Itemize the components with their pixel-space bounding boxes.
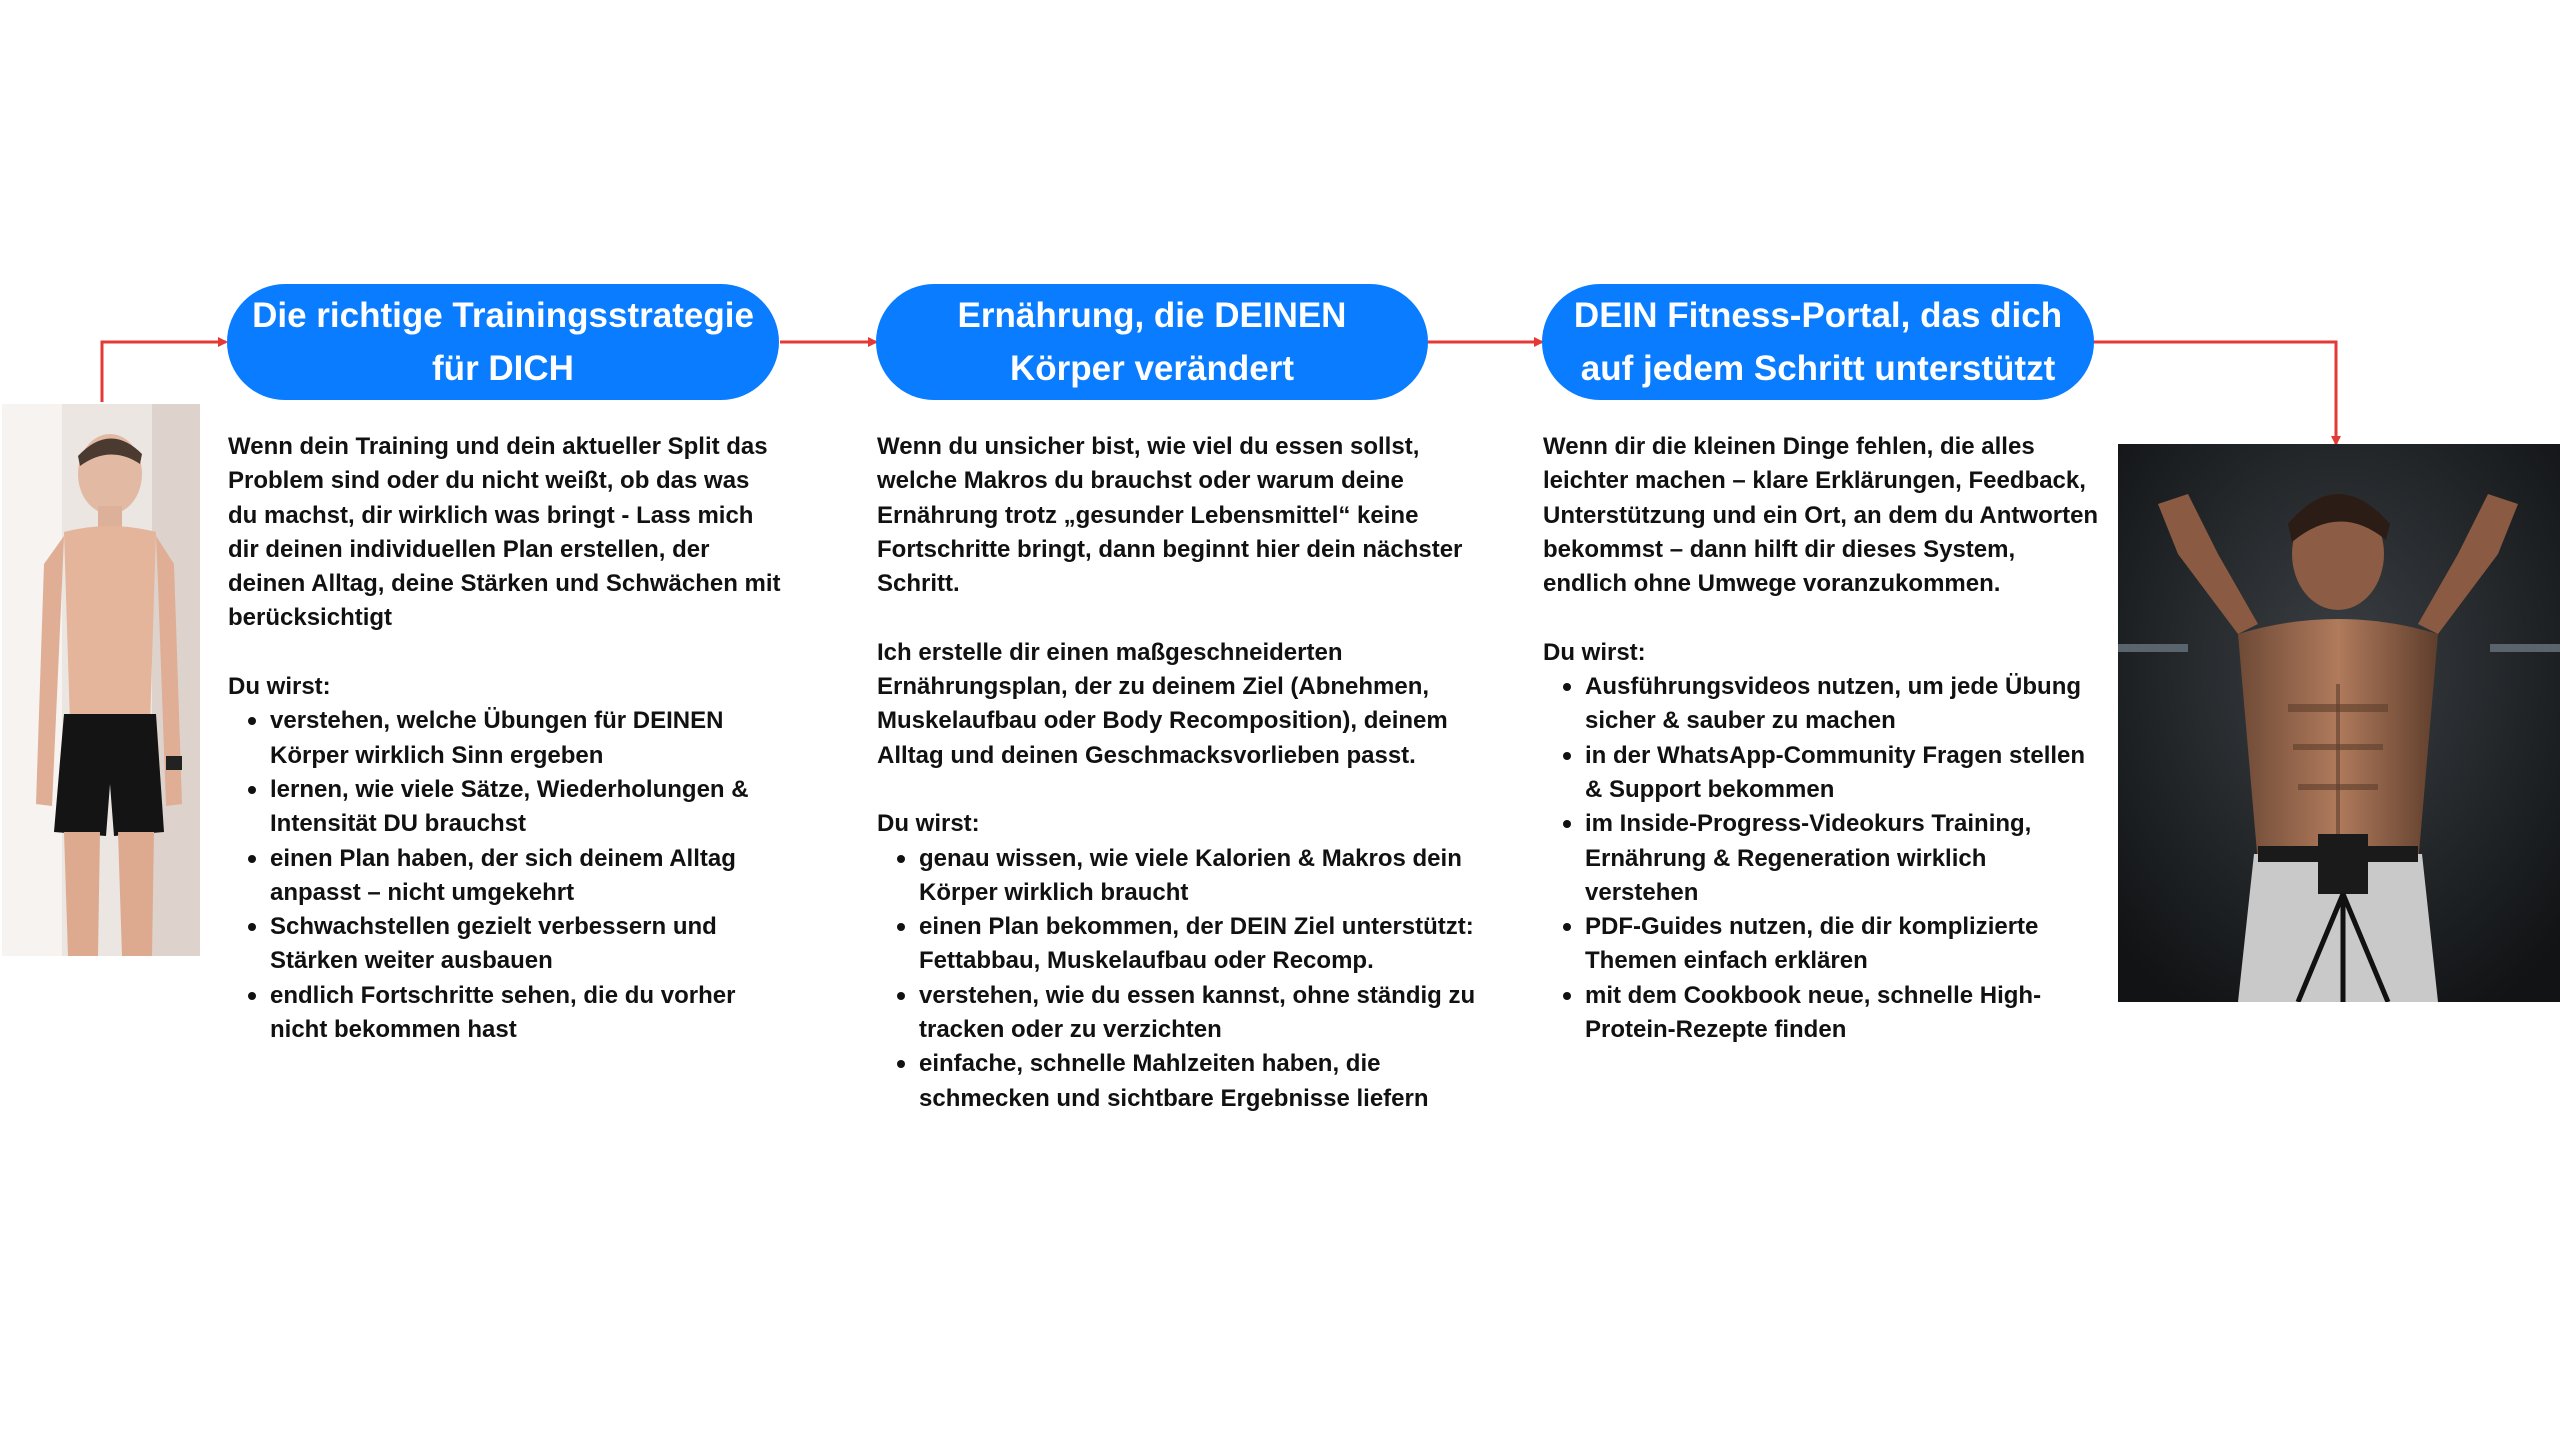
list-item-line: schmecken und sichtbare Ergebnisse liefern	[919, 1084, 1429, 1112]
list-item-line: Protein-Rezepte finden	[1585, 1016, 1847, 1044]
list-item-line: & Support bekommen	[1585, 775, 1835, 803]
list-item-line: PDF-Guides nutzen, die dir komplizierte	[1585, 913, 2039, 941]
after-photo	[2118, 444, 2560, 1002]
intro-line: Alltag und deinen Geschmacksvorlieben passt.	[877, 741, 1416, 769]
title-line: auf jedem Schritt unterstützt	[1580, 349, 2056, 388]
intro-line: Unterstützung und ein Ort, an dem du Antworten	[1543, 501, 2099, 529]
list-item-line: mit dem Cookbook neue, schnelle High-	[1585, 981, 2042, 1009]
list-item	[1585, 910, 2123, 979]
list-item-line: Themen einfach erklären	[1585, 947, 1868, 975]
list-item	[270, 704, 808, 773]
person-photo-icon	[2118, 444, 2560, 1002]
list-item	[270, 842, 808, 911]
intro-line: Problem sind oder du nicht weißt, ob das was	[228, 467, 750, 495]
list-item-line: einen Plan haben, der sich deinem Alltag	[270, 844, 736, 872]
intro-line: Fortschritte bringt, dann beginnt hier dein nächster	[877, 535, 1463, 563]
list-item-line: Intensität DU brauchst	[270, 810, 527, 838]
list-item-line: genau wissen, wie viele Kalorien & Makros dein	[919, 844, 1462, 872]
list-item-line: nicht bekommen hast	[270, 1016, 517, 1044]
nutrition-text	[877, 430, 1497, 1116]
intro-line: leichter machen – klare Erklärungen, Feedback,	[1543, 467, 2086, 495]
list-item-line: Schwachstellen gezielt verbessern und	[270, 913, 717, 941]
title-line: für DICH	[432, 349, 574, 388]
list-item-line: in der WhatsApp-Community Fragen stellen	[1585, 741, 2086, 769]
title-line: DEIN Fitness-Portal, das dich	[1573, 296, 2063, 335]
nutrition-title	[876, 284, 1428, 400]
list-item-line: Stärken weiter ausbauen	[270, 947, 553, 975]
title-line: Körper verändert	[1010, 349, 1294, 388]
intro-line: Muskelaufbau oder Body Recomposition), deinem	[877, 707, 1448, 735]
intro-line: welche Makros du brauchst oder warum deine	[877, 467, 1404, 495]
list-item-line: Ernährung & Regeneration wirklich	[1585, 844, 1987, 872]
arrow-to-training	[102, 342, 226, 402]
intro-line: dir deinen individuellen Plan erstellen, der	[228, 535, 710, 563]
list-item-line: Körper wirklich Sinn ergeben	[270, 741, 604, 769]
list-item-line: verstehen, welche Übungen für DEINEN	[270, 707, 724, 735]
list-item	[1585, 979, 2123, 1048]
list-item-line: Fettabbau, Muskelaufbau oder Recomp.	[919, 947, 1374, 975]
fitness-portal-title	[1542, 284, 2094, 400]
list-item-line: Körper wirklich braucht	[919, 878, 1189, 906]
intro-line: Wenn du unsicher bist, wie viel du essen sollst,	[877, 433, 1420, 460]
list-item-line: verstehen, wie du essen kannst, ohne ständig zu	[919, 981, 1476, 1009]
fitness-portal-text	[1543, 430, 2123, 1047]
du-wirst-heading: Du wirst:	[228, 673, 331, 701]
person-photo-icon	[2, 404, 200, 956]
list-item	[270, 773, 808, 842]
benefit-list	[1543, 670, 2123, 1047]
arrow-to-result	[2092, 342, 2336, 444]
title-line: Ernährung, die DEINEN	[957, 296, 1347, 335]
du-wirst-heading: Du wirst:	[1543, 638, 1646, 666]
list-item	[919, 979, 1497, 1048]
intro-line: Wenn dir die kleinen Dinge fehlen, die alles	[1543, 433, 2035, 460]
list-item	[270, 910, 808, 979]
list-item-line: sicher & sauber zu machen	[1585, 707, 1896, 735]
intro-line: berücksichtigt	[228, 604, 393, 632]
list-item	[1585, 739, 2123, 808]
list-item-line: tracken oder zu verzichten	[919, 1016, 1222, 1044]
before-photo	[2, 404, 200, 956]
list-item-line: im Inside-Progress-Videokurs Training,	[1585, 810, 2032, 838]
intro-line: Ich erstelle dir einen maßgeschneiderten	[877, 638, 1343, 666]
list-item	[919, 910, 1497, 979]
intro-line: Ernährungsplan, der zu deinem Ziel (Abnehmen,	[877, 673, 1430, 701]
list-item-line: lernen, wie viele Sätze, Wiederholungen &	[270, 775, 749, 803]
intro-line: du machst, dir wirklich was bringt - Lass mich	[228, 501, 754, 529]
list-item	[1585, 807, 2123, 910]
training-strategy-title	[227, 284, 779, 400]
list-item	[270, 979, 808, 1048]
du-wirst-heading: Du wirst:	[877, 810, 980, 838]
list-item-line: Ausführungsvideos nutzen, um jede Übung	[1585, 673, 2082, 701]
intro-line: endlich ohne Umwege voranzukommen.	[1543, 570, 2001, 598]
training-strategy-text	[228, 430, 808, 1047]
list-item-line: einen Plan bekommen, der DEIN Ziel unterstützt:	[919, 913, 1474, 941]
list-item-line: endlich Fortschritte sehen, die du vorher	[270, 981, 736, 1009]
list-item-line: verstehen	[1585, 878, 1699, 906]
list-item-line: anpasst – nicht umgekehrt	[270, 878, 575, 906]
benefit-list	[228, 704, 808, 1047]
title-line: Die richtige Trainingsstrategie	[252, 296, 754, 335]
list-item-line: einfache, schnelle Mahlzeiten haben, die	[919, 1050, 1381, 1078]
intro-line: Wenn dein Training und dein aktueller Split das	[228, 433, 768, 460]
intro-line: Ernährung trotz „gesunder Lebensmittel“ keine	[877, 501, 1419, 529]
intro-line: Schritt.	[877, 570, 960, 598]
intro-line: deinen Alltag, deine Stärken und Schwächen mit	[228, 570, 781, 598]
benefit-list	[877, 842, 1497, 1116]
intro-line: bekommst – dann hilft dir dieses System,	[1543, 535, 2016, 563]
list-item	[919, 1047, 1497, 1116]
list-item	[1585, 670, 2123, 739]
list-item	[919, 842, 1497, 911]
